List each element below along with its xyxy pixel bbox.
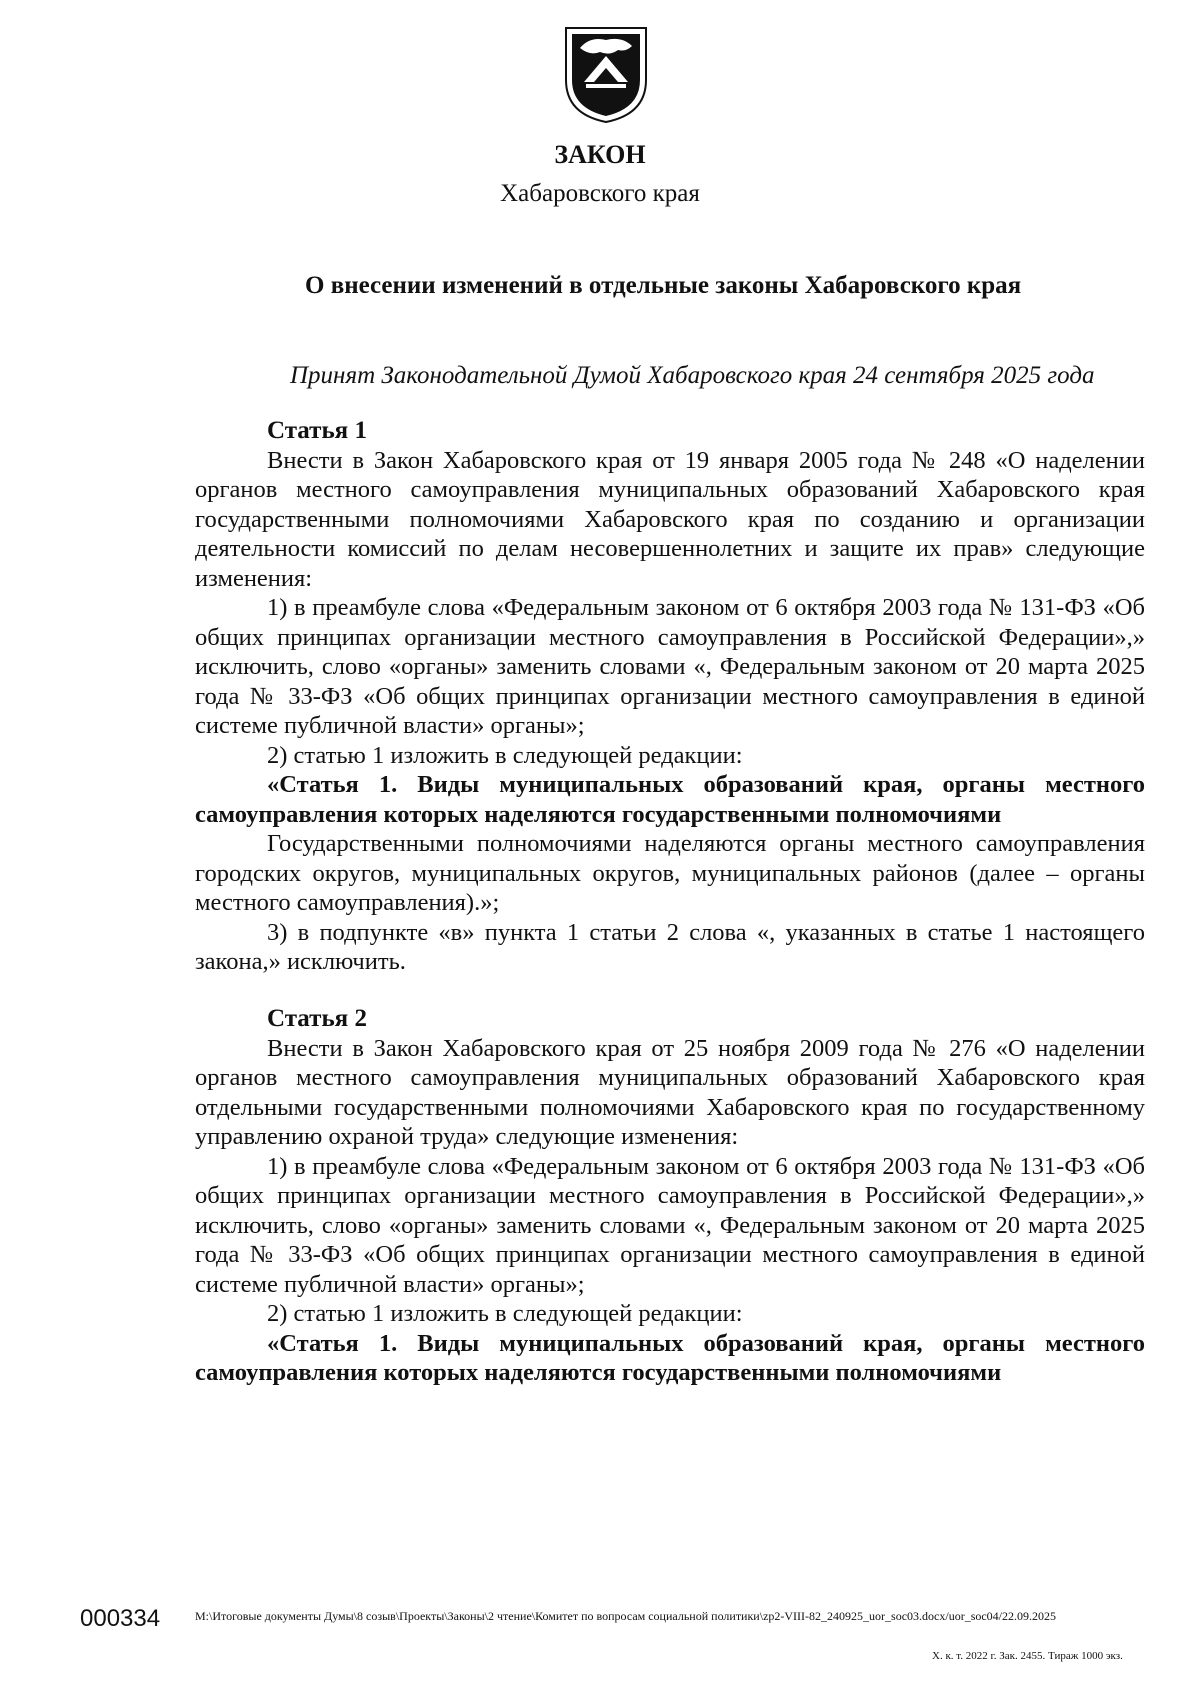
- article-1-item-2: 2) статью 1 изложить в следующей редакции:: [267, 741, 743, 769]
- coat-of-arms-icon: [560, 22, 652, 126]
- document-subtitle: Хабаровского края: [500, 180, 700, 207]
- law-name: О внесении изменений в отдельные законы Хабаровского края: [305, 272, 1022, 299]
- document-number: 000334: [80, 1605, 161, 1632]
- article-2-heading: Статья 2: [267, 1005, 367, 1032]
- adoption-note: Принят Законодательной Думой Хабаровского края 24 сентября 2025 года: [290, 362, 1095, 389]
- article-1-heading: Статья 1: [267, 417, 367, 444]
- article-1-quoted-text: Государственными полномочиями наделяются органы местного самоуправления городских округов, муниципальных округов, муниципальных районов (далее – органы местного самоуправления).»;: [195, 830, 1145, 916]
- article-2-item-2: 2) статью 1 изложить в следующей редакции:: [267, 1300, 743, 1327]
- article-2-item-1: 1) в преамбуле слова «Федеральным законом от 6 октября 2003 года № 131-ФЗ «Об общих принципах организации местного самоуправления в Российской Федерации»,» исключить, слово «органы» заменить словами «, Федеральным законом от 20 марта 2025 года № 33-ФЗ «Об общих принципах организации местного самоуправления в единой системе публичной власти» органы»;: [195, 1152, 1145, 1298]
- article-1: [195, 416, 1145, 977]
- article-2: [195, 1004, 1145, 1388]
- article-1-quoted-heading: «Статья 1. Виды муниципальных образований края, органы местного самоуправления которых наделяются государственными полномочиями: [195, 771, 1145, 828]
- article-1-item-3: 3) в подпункте «в» пункта 1 статьи 2 слова «, указанных в статье 1 настоящего закона,» исключить.: [195, 918, 1145, 975]
- article-2-intro: Внести в Закон Хабаровского края от 25 ноября 2009 года № 276 «О наделении органов местного самоуправления муниципальных образований Хабаровского края отдельными государственными полномочиями Хабаровского края по государственному управлению охраной труда» следующие изменения:: [195, 1034, 1145, 1150]
- article-2-quoted-heading: «Статья 1. Виды муниципальных образований края, органы местного самоуправления которых наделяются государственными полномочиями: [195, 1329, 1145, 1386]
- document-title: ЗАКОН: [554, 140, 646, 169]
- file-path: M:\Итоговые документы Думы\8 созыв\Проекты\Законы\2 чтение\Комитет по вопросам социальной политики\zp2-VIII-82_240925_uor_soc03.docx/uor_soc04/22.09.2025: [195, 1609, 1057, 1623]
- article-1-intro: Внести в Закон Хабаровского края от 19 января 2005 года № 248 «О наделении органов местного самоуправления муниципальных образований Хабаровского края государственными полномочиями Хабаровского края по созданию и организации деятельности комиссий по делам несовершеннолетних и защите их прав» следующие изменения:: [195, 446, 1145, 592]
- print-info: Х. к. т. 2022 г. Зак. 2455. Тираж 1000 экз.: [932, 1650, 1123, 1662]
- article-1-item-1: 1) в преамбуле слова «Федеральным законом от 6 октября 2003 года № 131-ФЗ «Об общих принципах организации местного самоуправления в Российской Федерации»,» исключить, слово «органы» заменить словами «, Федеральным законом от 20 марта 2025 года № 33-ФЗ «Об общих принципах организации местного самоуправления в единой системе публичной власти» органы»;: [195, 594, 1145, 739]
